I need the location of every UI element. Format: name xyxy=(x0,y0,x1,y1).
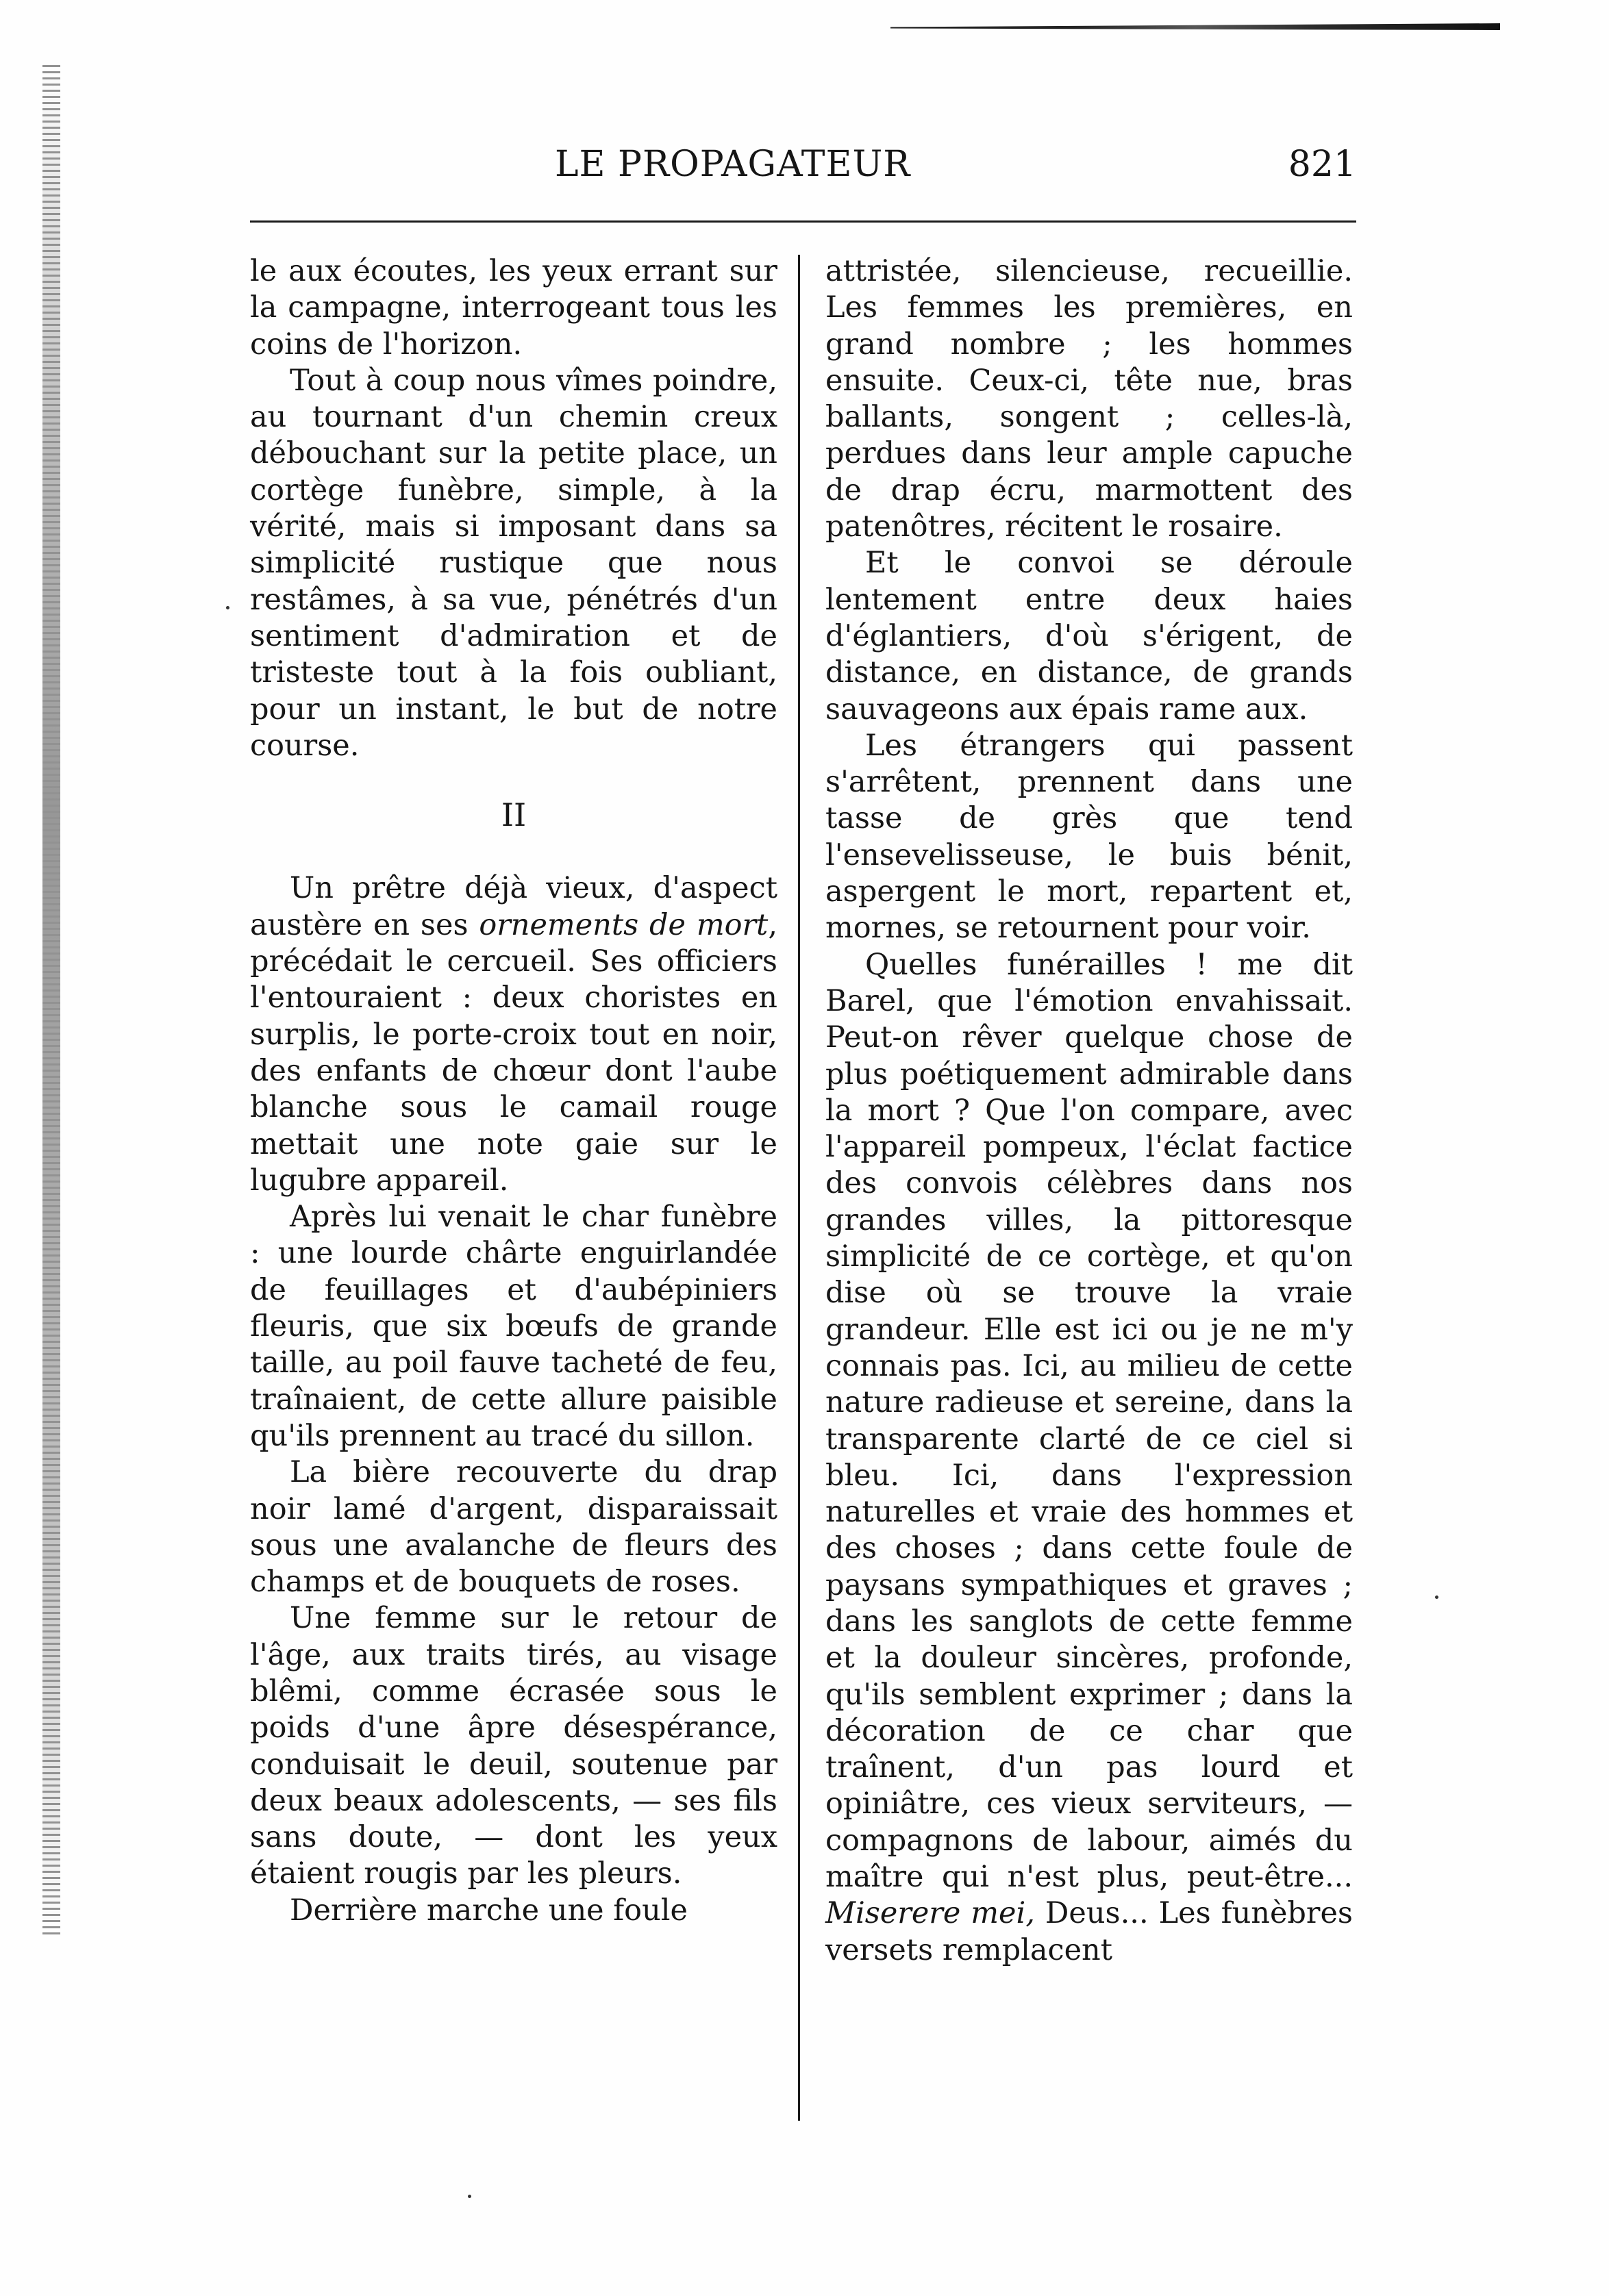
emphasis: Miserere mei, xyxy=(825,1896,1035,1931)
right-column xyxy=(825,253,1353,1969)
paragraph: Une femme sur le retour de l'âge, aux traits tirés, au visage blêmi, comme écrasée sous le poids d'une âpre désespérance, conduisait le deuil, soutenue par deux beaux adolescents, — ses fils sans doute, — dont les yeux étaient rougis par les pleurs. xyxy=(250,1601,777,1891)
paragraph: Après lui venait le char funèbre : une lourde chârte enguirlandée de feuillages et d'aubépiniers fleuris, que six bœufs de grande taille, au poil fauve tacheté de feu, traînaient, de cette allure paisible qu'ils prennent au tracé du sillon. xyxy=(250,1200,777,1453)
speck xyxy=(226,606,229,609)
paragraph: La bière recouverte du drap noir lamé d'argent, disparaissait sous une avalanche de fleurs des champs et de bouquets de roses. xyxy=(250,1455,777,1600)
paragraph: attristée, silencieuse, recueillie. Les femmes les premières, en grand nombre ; les hommes ensuite. Ceux-ci, tête nue, bras ballants, songent ; celles-là, perdues dans leur ample capuche de drap écru, marmottent des patenôtres, récitent le rosaire. xyxy=(825,254,1353,544)
page-number: 821 xyxy=(1288,144,1356,185)
emphasis: ornements de mort xyxy=(479,907,769,942)
paragraph xyxy=(825,947,1353,1969)
text-run: , précédait le cercueil. Ses officiers l'entouraient : deux choristes en surplis, le porte-croix tout en noir, des enfants de chœur dont l'aube blanche sous le camail rouge mettait une note gaie sur le lugubre appareil. xyxy=(250,907,777,1198)
page-header xyxy=(233,144,1356,192)
top-decorative-rule xyxy=(890,23,1500,30)
running-title: LE PROPAGATEUR xyxy=(555,144,911,185)
header-rule xyxy=(250,220,1356,223)
paragraph: le aux écoutes, les yeux errant sur la campagne, interrogeant tous les coins de l'horizon. xyxy=(250,254,777,362)
text-run: Deus... Les funèbres versets remplacent xyxy=(825,1896,1353,1967)
text-run: Un prêtre déjà vieux, d'aspect austère en ses xyxy=(250,871,777,942)
paragraph: Tout à coup nous vîmes poindre, au tournant d'un chemin creux débouchant sur la petite place, un cortège funèbre, simple, à la vérité, mais si imposant dans sa simplicité rustique que nous restâmes, à sa vue, pénétrés d'un sentiment d'admiration et de tristeste tout à la fois oubliant, pour un instant, le but de notre course. xyxy=(250,363,777,763)
paragraph: Derrière marche une foule xyxy=(290,1893,688,1928)
paragraph: Les étrangers qui passent s'arrêtent, prennent dans une tasse de grès que tend l'ensevelisseuse, le buis bénit, aspergent le mort, repartent et, mornes, se retournent pour voir. xyxy=(825,728,1353,946)
paragraph xyxy=(250,870,777,1199)
speck xyxy=(1435,1595,1438,1599)
column-divider xyxy=(798,255,800,2121)
binding-edge xyxy=(42,65,60,1934)
text-run: Quelles funérailles ! me dit Barel, que l'émotion envahissait. Peut-on rêver quelque chose de plus poétiquement admirable dans la mort ? Que l'on compare, avec l'appareil pompeux, l'éclat factice des convois célèbres dans nos grandes villes, la pittoresque simplicité de ce cortège, et qu'on dise où se trouve la vraie grandeur. Elle est ici ou je ne m'y connais pas. Ici, au milieu de cette nature radieuse et sereine, dans la transparente clarté de ce ciel si bleu. Ici, dans l'expression naturelles et vraie des hommes et des choses ; dans cette foule de paysans sympathiques et graves ; dans les sanglots de cette femme et la douleur sincères, profonde, qu'ils semblent exprimer ; dans la décoration de ce char que traînent, d'un pas lourd et opiniâtre, ces vieux serviteurs, — compagnons de labour, aimés du maître qui n'est plus, peut-être... xyxy=(825,947,1353,1895)
left-column xyxy=(250,253,777,1929)
paragraph: Et le convoi se déroule lentement entre deux haies d'églantiers, d'où s'érigent, de distance, en distance, de grands sauvageons aux épais rame aux. xyxy=(825,546,1353,727)
speck xyxy=(468,2195,471,2198)
section-heading: II xyxy=(501,796,527,834)
